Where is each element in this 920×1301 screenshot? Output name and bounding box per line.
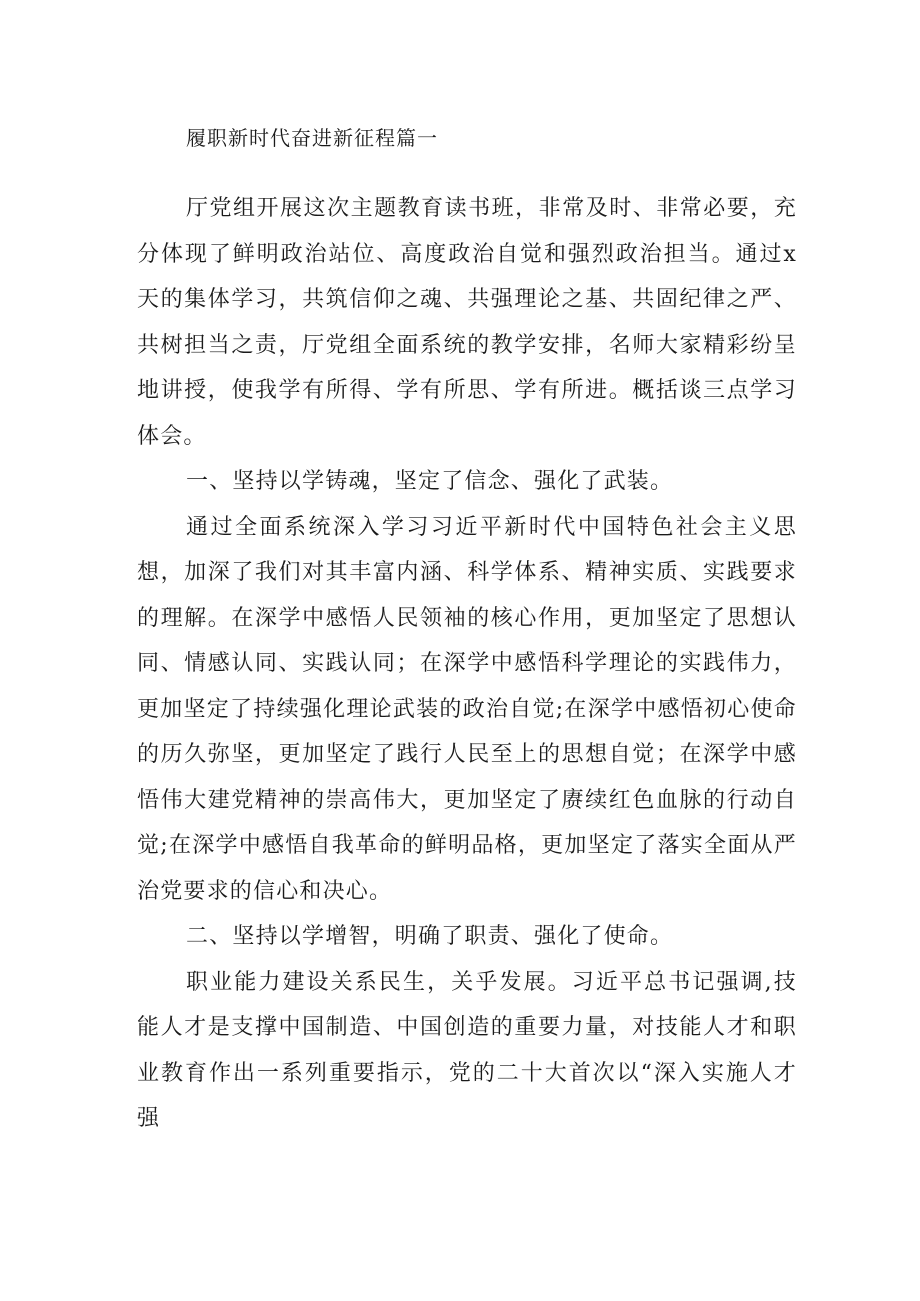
- intro-paragraph: 厅党组开展这次主题教育读书班，非常及时、非常必要，充分体现了鲜明政治站位、高度政治自觉和强烈政治担当。通过x天的集体学习，共筑信仰之魂、共强理论之基、共固纪律之严、共树担当之责，厅党组全面系统的教学安排，名师大家精彩纷呈地讲授，使我学有所得、学有所思、学有所进。概括谈三点学习体会。: [137, 196, 797, 449]
- section-heading-two: 二、坚持以学增智，明确了职责、强化了使命。: [186, 924, 674, 949]
- document-body: [137, 186, 797, 1142]
- section-heading-one: 一、坚持以学铸魂，坚定了信念、强化了武装。: [186, 469, 674, 494]
- document-title: 履职新时代奋进新征程篇一: [186, 126, 438, 150]
- section-one-paragraph: 通过全面系统深入学习习近平新时代中国特色社会主义思想，加深了我们对其丰富内涵、科学体系、精神实质、实践要求的理解。在深学中感悟人民领袖的核心作用，更加坚定了思想认同、情感认同、实践认同；在深学中感悟科学理论的实践伟力，更加坚定了持续强化理论武装的政治自觉;在深学中感悟初心使命的历久弥坚，更加坚定了践行人民至上的思想自觉；在深学中感悟伟大建党精神的崇高伟大，更加坚定了赓续红色血脉的行动自觉;在深学中感悟自我革命的鲜明品格，更加坚定了落实全面从严治党要求的信心和决心。: [137, 514, 797, 904]
- section-two-paragraph: 职业能力建设关系民生，关乎发展。习近平总书记强调,技能人才是支撑中国制造、中国创造的重要力量，对技能人才和职业教育作出一系列重要指示，党的二十大首次以“深入实施人才强: [137, 969, 797, 1131]
